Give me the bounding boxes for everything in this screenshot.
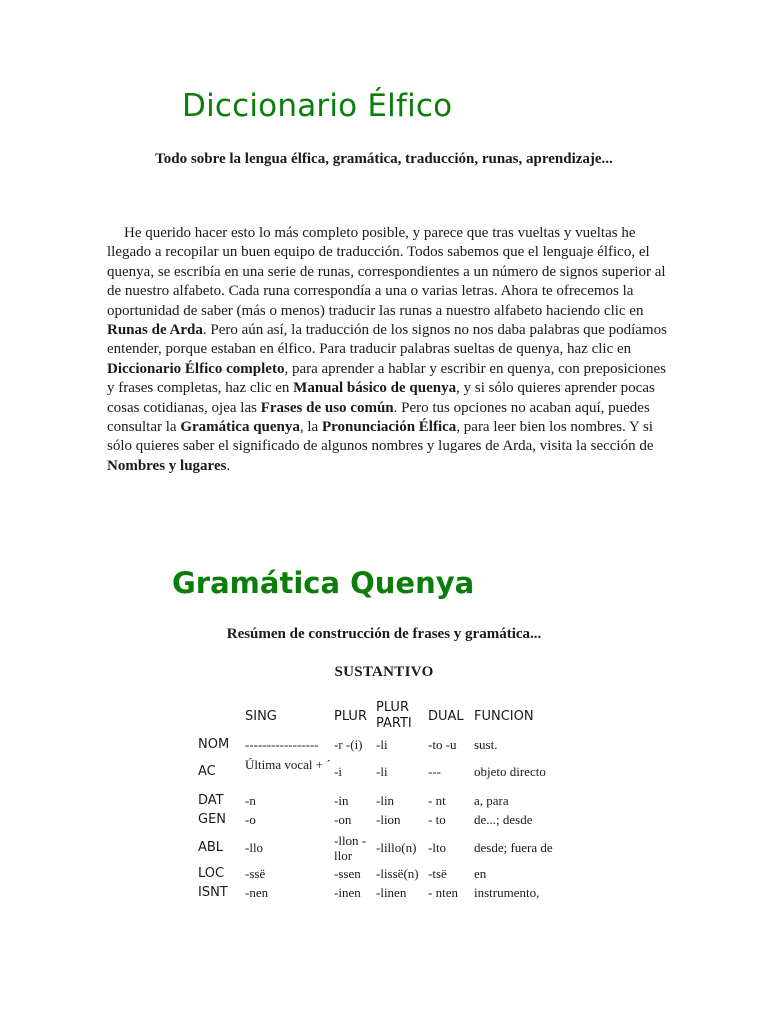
- table-cell: objeto directo: [474, 765, 546, 779]
- table-row-case: NOM: [198, 738, 230, 752]
- link-gramatica-quenya[interactable]: Gramática quenya: [180, 419, 300, 436]
- intro-text: , y si sólo quieres aprender pocas cosas cotidianas, ojea las: [107, 380, 655, 416]
- table-row-case: DAT: [198, 794, 224, 808]
- table-cell: -lion: [376, 813, 401, 827]
- table-cell: - nt: [428, 794, 446, 808]
- table-cell: -nen: [245, 886, 269, 900]
- table-cell: a, para: [474, 794, 509, 808]
- link-frases-uso-comun[interactable]: Frases de uso común: [260, 399, 394, 416]
- link-diccionario-completo[interactable]: Diccionario Élfico completo: [107, 360, 285, 377]
- table-row-case: AC: [198, 765, 216, 779]
- table-cell: -in: [334, 794, 349, 808]
- table-cell: -----------------: [245, 738, 319, 752]
- table-cell: ---: [428, 765, 441, 779]
- table-row-case: GEN: [198, 813, 227, 827]
- table-cell: instrumento,: [474, 886, 540, 900]
- link-pronunciacion-elfica[interactable]: Pronunciación Élfica: [321, 419, 457, 436]
- intro-text: , la: [299, 419, 322, 436]
- table-cell: -i: [334, 765, 342, 779]
- intro-paragraph: [107, 224, 667, 476]
- table-cell: en: [474, 867, 487, 881]
- link-nombres-y-lugares[interactable]: Nombres y lugares: [107, 457, 227, 474]
- table-cell: -lissë(n): [376, 867, 419, 881]
- table-cell: -li: [376, 738, 388, 752]
- table-cell: -li: [376, 765, 388, 779]
- intro-text: , para aprender a hablar y escribir en quenya, con preposiciones y frases completas, haz clic en: [107, 360, 666, 397]
- table-row-case: ISNT: [198, 886, 228, 900]
- table-cell: -o: [245, 813, 256, 827]
- table-header-cell: DUAL: [428, 710, 464, 724]
- table-cell: -inen: [334, 886, 361, 900]
- table-cell: de...; desde: [474, 813, 533, 827]
- table-row-case: LOC: [198, 867, 225, 881]
- intro-text: . Pero tus opciones no acaban aquí, puedes consultar la: [107, 399, 650, 436]
- intro-text: He querido hacer esto lo más completo posible, y parece que tras vueltas y vueltas he llegado a recopilar un buen equipo de traducción. Todos sabemos que el lenguaje élfico, el quenya, se escribía en una serie de runas, correspondientes a un número de signos superior al de nuestro alfabeto. Cada runa correspondía a una o varias letras. Ahora te ofrecemos la oportunidad de saber (más o menos) traducir las runas a nuestro alfabeto haciendo clic en: [107, 225, 666, 319]
- section-subtitle: Resúmen de construcción de frases y gramática...: [226, 626, 542, 642]
- link-manual-basico[interactable]: Manual básico de quenya: [293, 380, 457, 397]
- table-header-cell: SING: [245, 710, 277, 724]
- table-heading: SUSTANTIVO: [334, 664, 434, 680]
- table-cell: -lillo(n): [376, 841, 417, 855]
- table-cell: -ssen: [334, 867, 361, 881]
- table-cell: -to -u: [428, 738, 457, 752]
- table-cell: -ssë: [245, 867, 266, 881]
- section-title-gramatica: Gramática Quenya: [172, 566, 475, 600]
- link-runas-de-arda[interactable]: Runas de Arda: [107, 322, 203, 339]
- table-cell: -llon -llor: [334, 833, 367, 863]
- table-cell: -lto: [428, 841, 447, 855]
- table-cell: -tsë: [428, 867, 447, 881]
- table-cell: -r -(i): [334, 738, 363, 752]
- intro-text: , para leer bien los nombres. Y si sólo quieres saber el significado de algunos nombres y lugares de Arda, visita la sección de: [107, 419, 654, 455]
- table-cell: sust.: [474, 738, 498, 752]
- page-title: Diccionario Élfico: [182, 88, 453, 124]
- intro-text: .: [226, 457, 231, 474]
- intro-text: . Pero aún así, la traducción de los signos no nos daba palabras que podíamos entender, porque estaban en élfico. Para traducir palabras sueltas de quenya, haz clic en: [107, 322, 667, 358]
- table-cell: desde; fuera de: [474, 841, 553, 855]
- page-subtitle: Todo sobre la lengua élfica, gramática, traducción, runas, aprendizaje...: [155, 151, 613, 167]
- table-cell: -llo: [245, 841, 264, 855]
- table-cell: -n: [245, 794, 256, 808]
- table-header-cell: PLUR PARTI: [376, 700, 412, 731]
- table-cell: -linen: [376, 886, 407, 900]
- table-header-cell: PLUR: [334, 710, 367, 724]
- table-cell: -lin: [376, 794, 395, 808]
- table-cell: - nten: [428, 886, 458, 900]
- table-cell: Última vocal + ´: [245, 757, 331, 772]
- grammar-table: [198, 700, 578, 910]
- table-cell: - to: [428, 813, 446, 827]
- table-row-case: ABL: [198, 841, 224, 855]
- table-cell: -on: [334, 813, 352, 827]
- table-header-cell: FUNCIÓN: [474, 710, 534, 724]
